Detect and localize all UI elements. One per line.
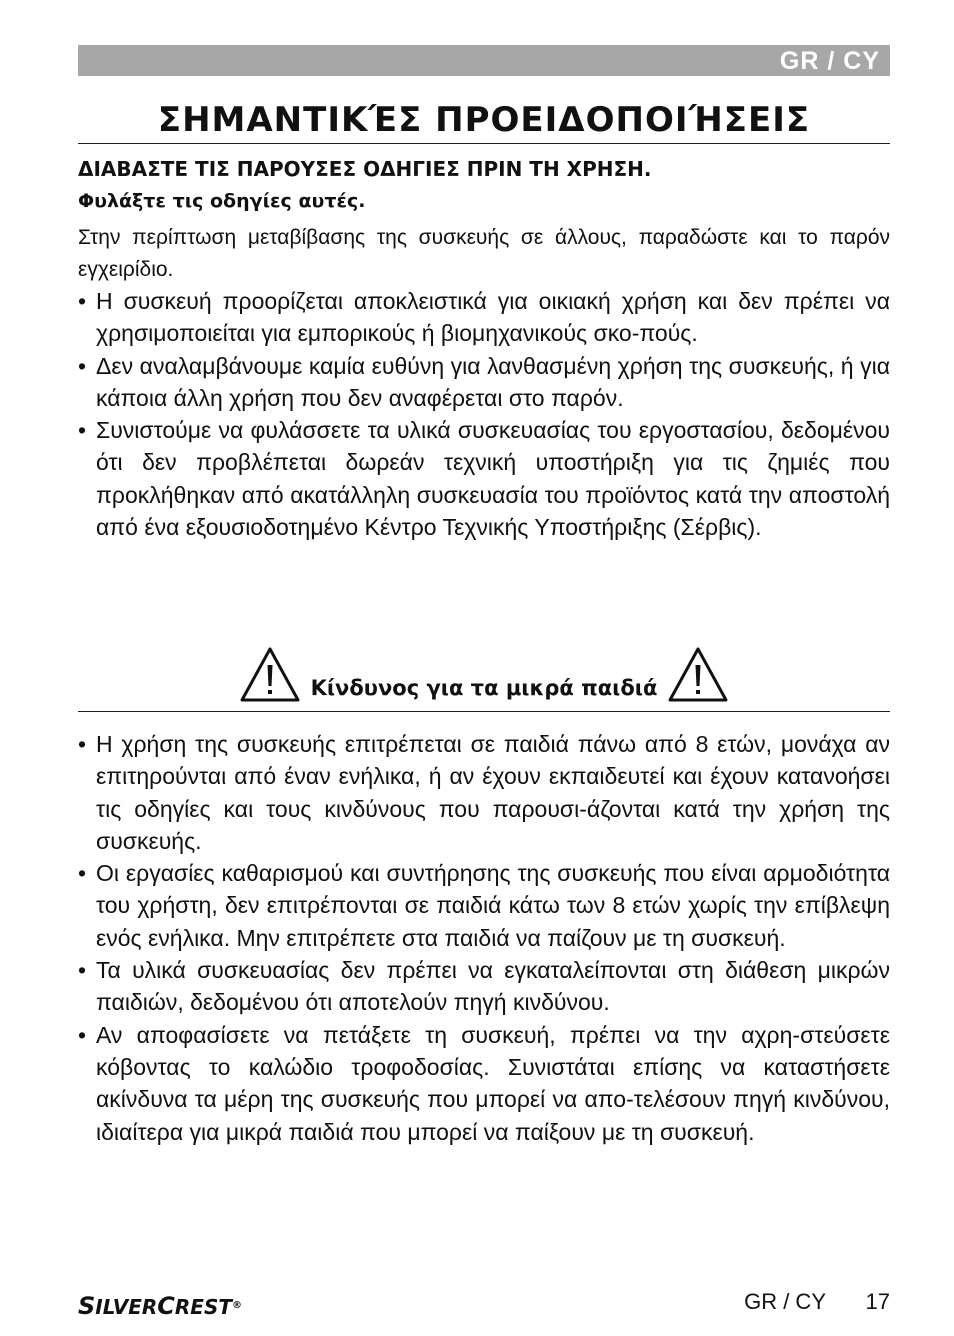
list-item-text: Συνιστούμε να φυλάσσετε τα υλικά συσκευασίας του εργοστασίου, δεδομένου ότι δεν προβλέπεται δωρεάν τεχνική υποστήριξη για τις ζημιές που προκλήθηκαν από ακατάλληλη συσκευασία του προϊόντος κατά την αποστολή από ένα εξουσιοδοτημένο Κέντρο Τεχνικής Υποστήριξης (Σέρβις).: [96, 417, 890, 541]
list-item: [78, 954, 890, 1019]
warning-title: Κίνδυνος για τα μικρά παιδιά: [310, 676, 658, 700]
manual-page: [78, 0, 890, 1336]
list-item: [78, 285, 890, 350]
warning-divider: [78, 711, 890, 712]
list-item-text: Δεν αναλαμβάνουμε καμία ευθύνη για λανθασμένη χρήση της συσκευής, ή για κάποια άλλη χρήση που δεν αναφέρεται στο παρόν.: [96, 352, 890, 411]
language-header-bar: [78, 45, 890, 76]
title-divider: [78, 143, 890, 144]
children-warnings-list: [78, 728, 890, 1148]
page-title: ΣΗΜΑΝΤΙΚΈΣ ΠΡΟΕΙΔΟΠΟΙΉΣΕΙΣ: [157, 100, 811, 140]
list-item-text: Η χρήση της συσκευής επιτρέπεται σε παιδιά πάνω από 8 ετών, μονάχα αν επιτηρούνται από έναν ενήλικα, ή αν έχουν εκπαιδευτεί και έχουν κατανοήσει τις οδηγίες και τους κινδύνους που παρουσι-άζονται κατά την χρήση της συσκευής.: [96, 731, 890, 854]
keep-instructions-heading: Φυλάξτε τις οδηγίες αυτές.: [78, 190, 366, 212]
list-item-text: Οι εργασίες καθαρισμού και συντήρησης της συσκευής που είναι αρμοδιότητα του χρήστη, δεν επιτρέπονται σε παιδιά κάτω των 8 ετών χωρίς την επίβλεψη ενός ενήλικα. Μην επιτρέπετε στα παιδιά να παίζουν με τη συσκευή.: [96, 860, 890, 951]
general-warnings-list: [78, 285, 890, 543]
bullet-icon: •: [78, 957, 87, 984]
bullet-icon: •: [78, 352, 87, 379]
list-item: [78, 857, 890, 954]
bullet-icon: •: [78, 417, 87, 444]
warning-triangle-icon: [667, 646, 729, 704]
list-item: [78, 414, 890, 543]
list-item: [78, 728, 890, 857]
list-item-text: Τα υλικά συσκευασίας δεν πρέπει να εγκαταλείπονται στη διάθεση μικρών παιδιών, δεδομένου ότι αποτελούν πηγή κινδύνου.: [96, 957, 890, 1016]
warning-triangle-icon: [239, 646, 301, 704]
silvercrest-logo: SILVERCREST®: [78, 1292, 243, 1320]
list-item: [78, 1019, 890, 1148]
bullet-icon: •: [78, 288, 87, 314]
page-number: 17: [865, 1289, 890, 1314]
list-item-text: Αν αποφασίσετε να πετάξετε τη συσκευή, πρέπει να την αχρη-στεύσετε κόβοντας το καλώδιο τροφοδοσίας. Συνιστάται επίσης να καταστήσετε ακίνδυνα τα μέρη της συσκευής που μπορεί να απο-τελέσουν πηγή κινδύνου, ιδιαίτερα για μικρά παιδιά που μπορεί να παίξουν με τη συσκευή.: [96, 1021, 890, 1145]
list-item: [78, 350, 890, 415]
language-label: GR / CY: [779, 47, 880, 75]
intro-paragraph: Στην περίπτωση μεταβίβασης της συσκευής σε άλλους, παραδώστε και το παρόν εγχειρίδιο.: [78, 226, 890, 281]
bullet-icon: •: [78, 731, 87, 757]
bullet-icon: •: [78, 1021, 87, 1048]
children-danger-heading: [78, 646, 890, 706]
list-item-text: Η συσκευή προορίζεται αποκλειστικά για οικιακή χρήση και δεν πρέπει να χρησιμοποιείται για εμπορικούς ή βιομηχανικούς σκο-πούς.: [96, 288, 890, 347]
footer-language-label: GR / CY: [744, 1289, 826, 1314]
bullet-icon: •: [78, 860, 87, 887]
read-instructions-heading: ΔΙΑΒΑΣΤΕ ΤΙΣ ΠΑΡΟΥΣΕΣ ΟΔΗΓΙΕΣ ΠΡΙΝ ΤΗ ΧΡΗΣΗ.: [78, 157, 652, 181]
